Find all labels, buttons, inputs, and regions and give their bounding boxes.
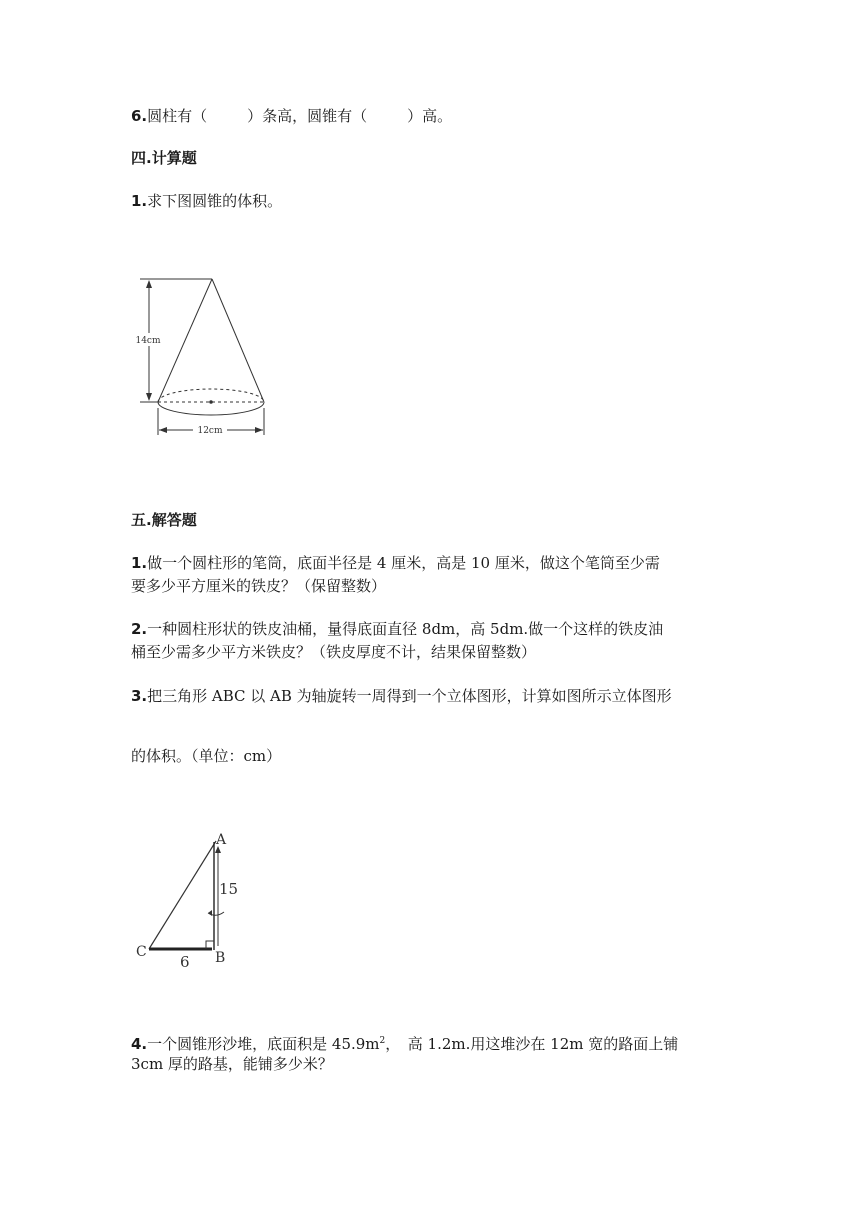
base-ellipse-back [158,389,264,402]
question-text-part1: 圆柱有（ [147,107,208,125]
arrow-head-right [255,427,263,433]
question-text: 一种圆柱形状的铁皮油桶，量得底面直径 8dm，高 5dm.做一个这样的铁皮油 [147,620,664,638]
superscript-exponent: 2 [379,1036,386,1046]
cone-figure [128,270,274,440]
question-6 [131,105,452,127]
height-label: 14cm [135,336,161,346]
word-problem-4-line2: 3cm 厚的路基，能铺多少米？ [131,1055,333,1073]
word-problem-3-line1 [131,685,672,707]
vertex-label-b: B [215,950,226,966]
arrow-head-down [146,393,152,401]
cone-slant-right [212,279,264,402]
calc-question-1 [131,190,282,212]
arrow-head-left [159,427,167,433]
length-label-ab: 15 [219,880,239,898]
arrow-head-up [146,280,152,288]
cone-slant-left [158,279,212,402]
question-number: 1. [131,192,148,210]
question-number: 6. [131,107,148,125]
word-problem-3-line2: 的体积。（单位：cm） [131,747,282,765]
question-text-part1: 一个圆锥形沙堆，底面积是 45.9m [147,1035,380,1053]
question-text-part2: ， 高 1.2m.用这堆沙在 12m 宽的路面上铺 [385,1035,679,1053]
question-number: 3. [131,687,148,705]
vertex-label-c: C [136,944,147,960]
word-problem-4-line1 [131,1030,678,1055]
triangle-figure [132,828,242,970]
base-ellipse-front [158,402,264,415]
diameter-label: 12cm [197,426,223,436]
question-text: 求下图圆锥的体积。 [147,192,283,210]
section-heading-calculation: 四.计算题 [131,149,197,167]
question-number: 4. [131,1035,148,1053]
word-problem-2-line1 [131,618,663,640]
question-text-part2: ）条高，圆锥有（ [247,107,368,125]
word-problem-1-line2: 要多少平方厘米的铁皮？（保留整数） [131,577,387,595]
length-label-cb: 6 [180,953,190,970]
question-text: 把三角形 ABC 以 AB 为轴旋转一周得到一个立体图形，计算如图所示立体图形 [147,687,672,705]
side-ca [149,841,216,949]
word-problem-1-line1 [131,552,660,574]
question-number: 2. [131,620,148,638]
word-problem-2-line2: 桶至少需多少平方米铁皮？（铁皮厚度不计，结果保留整数） [131,643,537,661]
question-number: 1. [131,554,148,572]
question-text-part3: ）高。 [407,107,453,125]
section-heading-word-problems: 五.解答题 [131,511,197,529]
question-text: 做一个圆柱形的笔筒，底面半径是 4 厘米，高是 10 厘米，做这个笔筒至少需 [147,554,660,572]
vertex-label-a: A [216,832,227,848]
base-center-point [209,400,213,404]
